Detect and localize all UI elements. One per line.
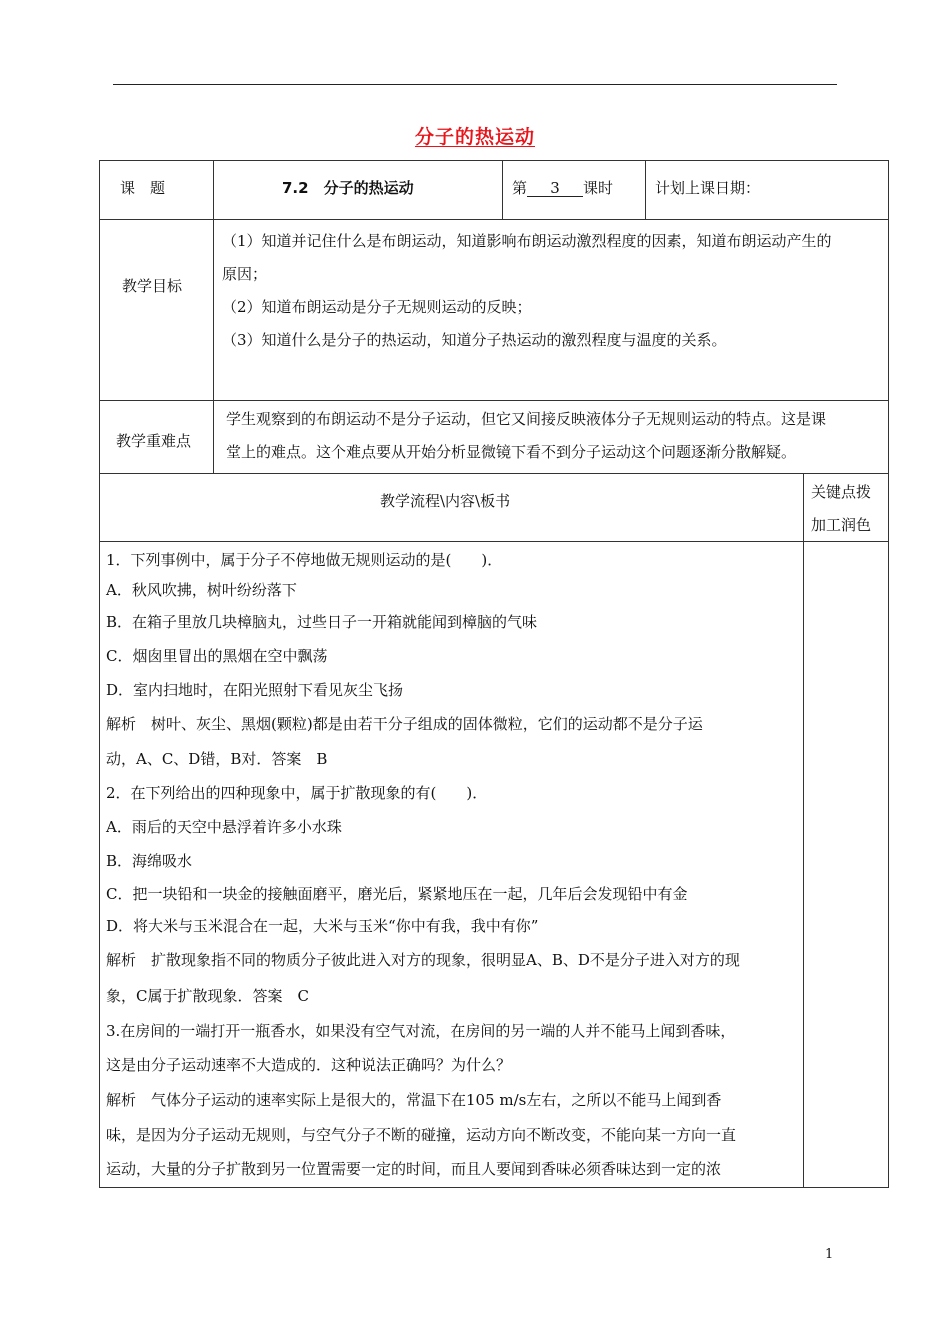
objective-line: （2）知道布朗运动是分子无规则运动的反映； (222, 298, 532, 316)
objective-line: （1）知道并记住什么是布朗运动，知道影响布朗运动激烈程度的因素，知道布朗运动产生的 (222, 232, 832, 250)
difficulties-content (226, 403, 826, 469)
flow-line: D．室内扫地时，在阳光照射下看见灰尘飞扬 (106, 681, 404, 699)
difficulty-line: 堂上的难点。这个难点要从开始分析显微镜下看不到分子运动这个问题逐渐分散解疑。 (226, 443, 797, 461)
flow-line: 1．下列事例中，属于分子不停地做无规则运动的是( )． (106, 551, 503, 569)
flow-line: B．海绵吸水 (106, 852, 193, 870)
flow-line: C．烟囱里冒出的黑烟在空中飘荡 (106, 647, 328, 665)
flow-line: 运动，大量的分子扩散到另一位置需要一定的时间，而且人要闻到香味必须香味达到一定的浓 (106, 1160, 722, 1178)
side-header-line: 加工润色 (811, 516, 872, 534)
objective-line: 原因； (222, 265, 268, 283)
flow-line: D．将大米与玉米混合在一起，大米与玉米“你中有我，我中有你” (106, 917, 539, 935)
lesson-number: 3 (527, 180, 583, 197)
difficulties-label: 教学重难点 (116, 432, 192, 450)
flow-line: 象，C属于扩散现象．答案 C (106, 987, 309, 1005)
lesson-prefix: 第 (512, 179, 528, 197)
flow-line: C．把一块铅和一块金的接触面磨平，磨光后，紧紧地压在一起，几年后会发现铅中有金 (106, 885, 688, 903)
flow-line: A．雨后的天空中悬浮着许多小水珠 (106, 818, 342, 836)
objective-line: （3）知道什么是分子的热运动，知道分子热运动的激烈程度与温度的关系。 (222, 331, 727, 349)
flow-line: 解析 气体分子运动的速率实际上是很大的，常温下在105 m/s左右，之所以不能马上闻到香 (106, 1091, 722, 1109)
side-header-line: 关键点拨 (811, 483, 872, 501)
flow-line: 这是由分子运动速率不大造成的．这种说法正确吗？为什么？ (106, 1056, 512, 1074)
lesson-count (512, 178, 613, 198)
lesson-suffix: 课时 (583, 179, 614, 197)
topic-value: 7.2 分子的热运动 (282, 179, 414, 197)
flow-line: 味，是因为分子运动无规则，与空气分子不断的碰撞，运动方向不断改变，不能向某一方向一直 (106, 1126, 737, 1144)
flow-line: 解析 树叶、灰尘、黑烟(颗粒)都是由若干分子组成的固体微粒，它们的运动都不是分子运 (106, 715, 703, 733)
flow-line: B．在箱子里放几块樟脑丸，过些日子一开箱就能闻到樟脑的气味 (106, 613, 538, 631)
difficulty-line: 学生观察到的布朗运动不是分子运动，但它又间接反映液体分子无规则运动的特点。这是课 (226, 410, 827, 428)
flow-line: 解析 扩散现象指不同的物质分子彼此进入对方的现象，很明显A、B、D不是分子进入对方的现 (106, 951, 740, 969)
plan-date-label: 计划上课日期： (655, 179, 761, 197)
objectives-label: 教学目标 (122, 277, 183, 295)
header-rule (113, 84, 837, 85)
objectives-content (222, 225, 832, 357)
document-title: 分子的热运动 (414, 126, 535, 148)
flow-line: A．秋风吹拂，树叶纷纷落下 (106, 581, 297, 599)
topic-label: 课 题 (120, 179, 166, 197)
side-header (811, 476, 871, 542)
page-number: 1 (825, 1247, 834, 1262)
flow-header: 教学流程\内容\板书 (380, 492, 511, 510)
flow-line: 2．在下列给出的四种现象中，属于扩散现象的有( )． (106, 784, 488, 802)
flow-line: 3.在房间的一端打开一瓶香水，如果没有空气对流，在房间的另一端的人并不能马上闻到香味， (106, 1022, 736, 1040)
flow-line: 动，A、C、D错，B对．答案 B (106, 750, 328, 768)
